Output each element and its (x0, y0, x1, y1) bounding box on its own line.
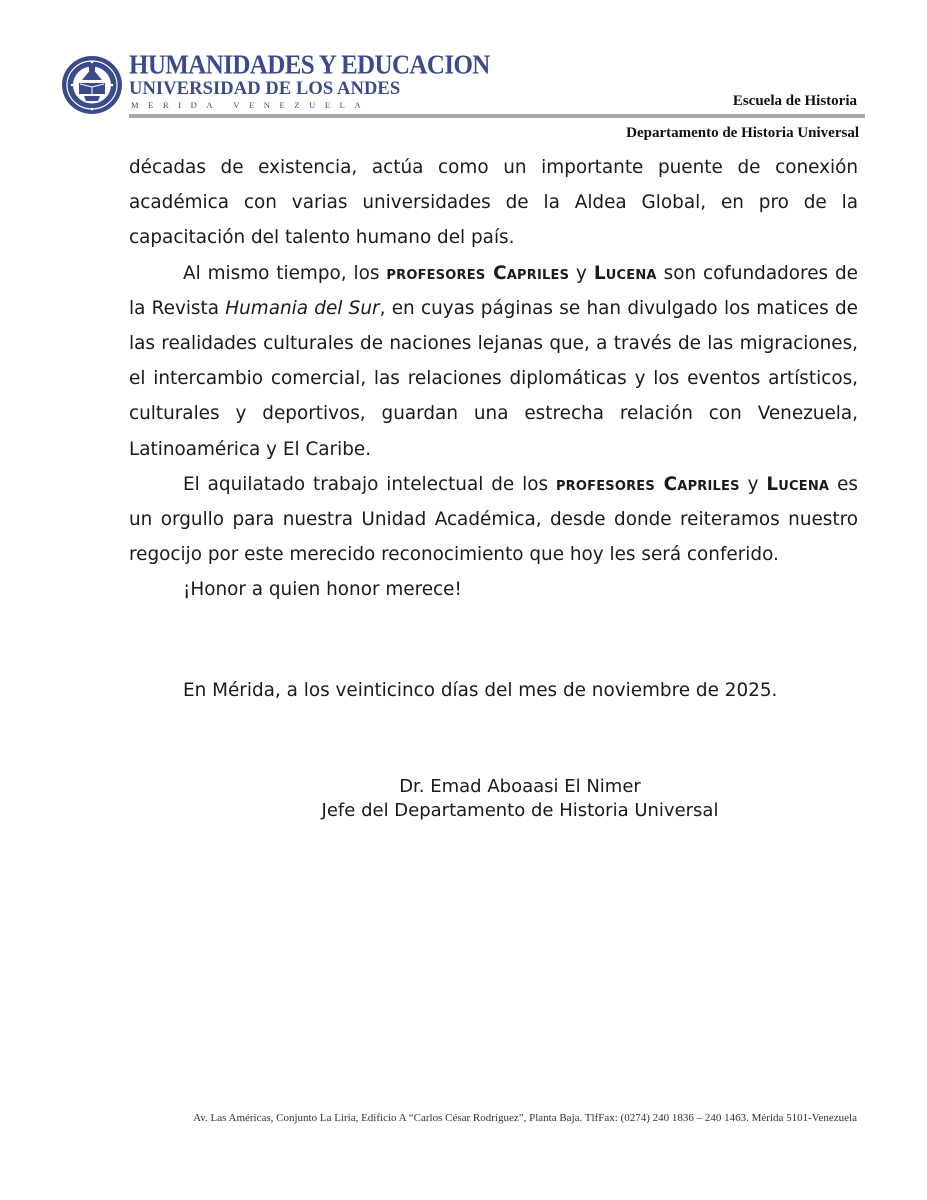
p2-professors: profesores Capriles (386, 262, 570, 284)
paragraph-1: décadas de existencia, actúa como un importante puente de conexión académica con varias universidades de la Aldea Global, en pro de la capacitación del talento humano del país. (129, 157, 858, 249)
date-line: En Mérida, a los veinticinco días del mes de noviembre de 2025. (183, 680, 778, 701)
logo-title: HUMANIDADES Y EDUCACION (129, 50, 490, 81)
logo-city: MERIDA VENEZUELA (131, 100, 371, 110)
journal-name: Humania del Sur (225, 297, 380, 319)
p2-text-post: , en cuyas páginas se han divulgado los matices de las realidades culturales de naciones lejanas que, a través de las migraciones, el intercambio comercial, las relaciones diplomáticas y los eventos artísticos, culturales y deportivos, guardan una estrecha relación con Venezuela, Latinoamérica y El Caribe. (129, 297, 858, 460)
p2-text-pre: Al mismo tiempo, los (183, 262, 387, 284)
p3-professors: profesores Capriles (555, 473, 740, 495)
p3-lucena: Lucena (766, 473, 830, 495)
header-divider (129, 114, 865, 118)
paragraph-4: ¡Honor a quien honor merece! (183, 579, 462, 601)
p2-text-mid: son cofundadores de la Revista (129, 262, 858, 319)
signature-name: Dr. Emad Aboaasi El Nimer (399, 776, 641, 797)
paragraph-2 (129, 256, 858, 467)
letter-body (129, 150, 858, 608)
paragraph-3 (129, 467, 858, 573)
school-name: Escuela de Historia (732, 93, 857, 109)
p3-text-pre: El aquilatado trabajo intelectual de los (183, 473, 556, 495)
footer-address: Av. Las Américas, Conjunto La Liria, Edificio A “Carlos César Rodríguez”, Planta Baja. TlfFax: (0274) 240 1836 – 240 1463. Mérida 5101-Venezuela (193, 1112, 857, 1124)
p3-text-post: es un orgullo para nuestra Unidad Académica, desde donde reiteramos nuestro regocijo por este merecido reconocimiento que hoy les será conferido. (129, 473, 858, 566)
university-seal-icon (60, 52, 124, 116)
p2-lucena: Lucena (593, 262, 657, 284)
p3-conjunction: y (739, 473, 767, 495)
department-name: Departamento de Historia Universal (626, 125, 859, 141)
logo-university: UNIVERSIDAD DE LOS ANDES (129, 79, 401, 99)
signature-title: Jefe del Departamento de Historia Universal (321, 800, 719, 821)
p2-conjunction: y (569, 262, 594, 284)
letterhead (0, 0, 927, 150)
